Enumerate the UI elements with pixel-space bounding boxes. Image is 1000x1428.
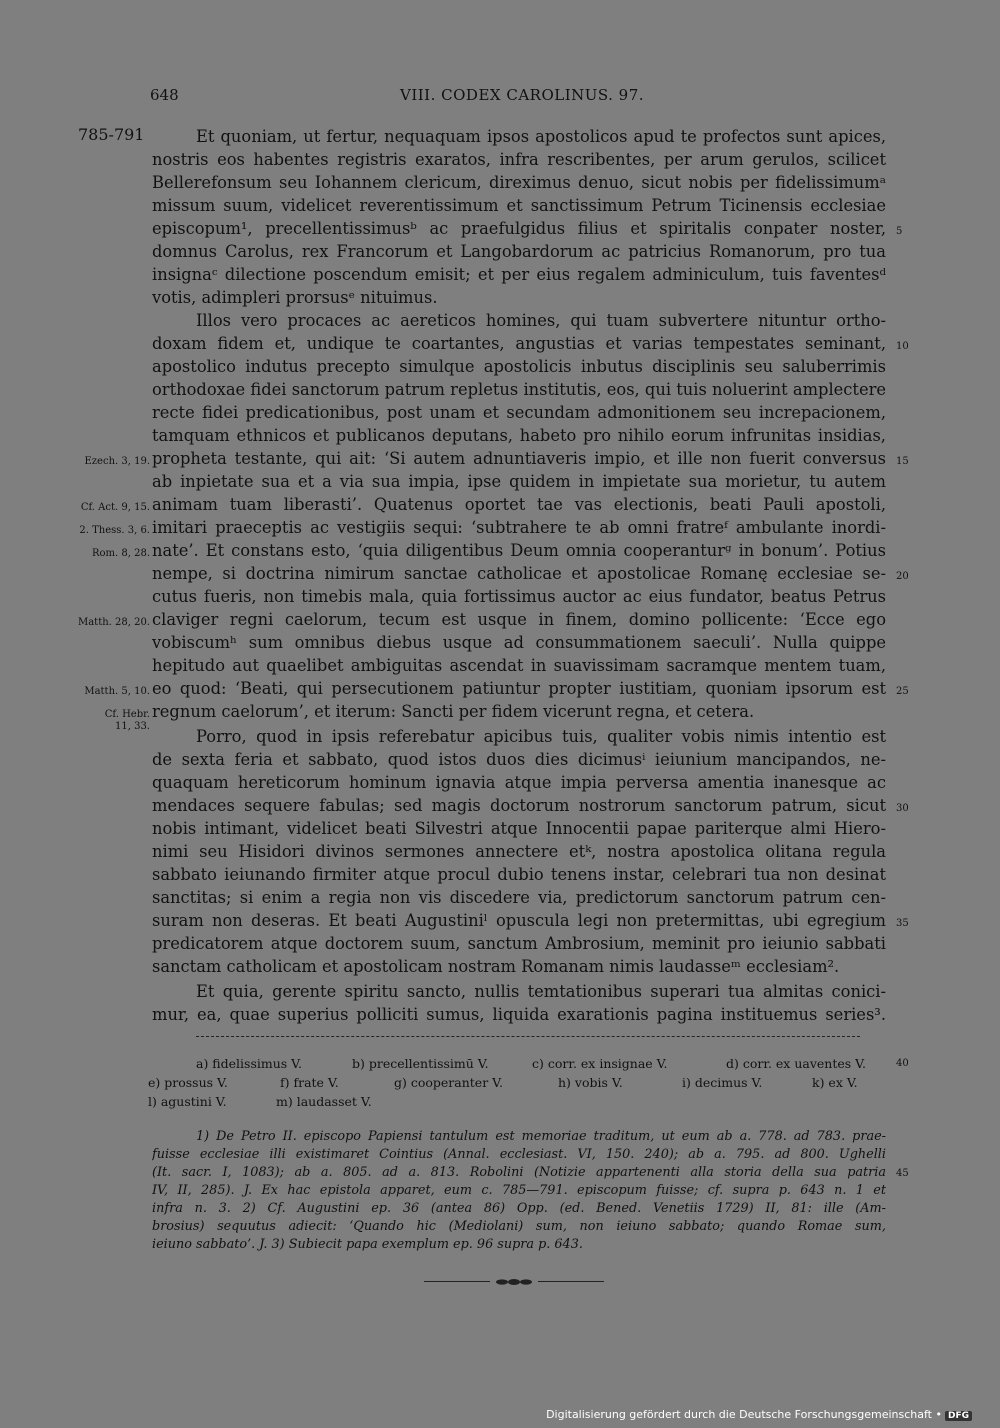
text-line: Porro, quod in ipsis referebatur apicibus tuis, qualiter vobis nimis intentio est xyxy=(196,727,886,746)
bible-reference: Cf. Hebr. 11, 33. xyxy=(104,709,150,732)
line-number: 30 xyxy=(896,803,909,814)
footnote-line: IV, II, 285). J. Ex hac epistola apparet, eum c. 785—791. episcopum fuisse; cf. supra p. 643 n. 1 et xyxy=(152,1183,886,1198)
bible-reference: Matth. 5, 10. xyxy=(84,686,150,697)
text-line: claviger regni caelorum, tecum est usque in finem, domino pollicente: ‘Ecce ego xyxy=(152,610,886,629)
line-number: 40 xyxy=(896,1058,909,1069)
line-number: 5 xyxy=(896,226,903,237)
text-line: sanctitas; si enim a regia non vis discedere via, predictorum sanctorum patrum cen- xyxy=(152,888,886,907)
text-line: Et quia, gerente spiritu sancto, nullis temtationibus superari tua almitas conici- xyxy=(196,982,886,1001)
footnote-line: ieiuno sabbato’. J. 3) Subiecit papa exemplum ep. 96 supra p. 643. xyxy=(152,1237,583,1252)
text-line: domnus Carolus, rex Francorum et Langobardorum ac patricius Romanorum, pro tua xyxy=(152,242,886,261)
variant-note: i) decimus V. xyxy=(682,1075,763,1090)
footnote-line: infra n. 3. 2) Cf. Augustini ep. 36 (antea 86) Opp. (ed. Bened. Venetiis 1729) II, 81: ille (Am- xyxy=(152,1201,886,1216)
credit-text: Digitalisierung gefördert durch die Deutsche Forschungsgemeinschaft • xyxy=(546,1408,942,1421)
text-line: episcopum¹, precellentissimusᵇ ac praefulgidus filius et spiritalis conpater noster, xyxy=(152,219,886,238)
text-line: nobis intimant, videlicet beati Silvestri atque Innocentii papae pariterque almi Hiero- xyxy=(152,819,886,838)
text-line: animam tuam liberasti’. Quatenus oportet tae vas electionis, beati Pauli apostoli, xyxy=(152,495,886,514)
text-line: vobiscumʰ sum omnibus diebus usque ad consummationem saeculi’. Nulla quippe xyxy=(152,633,886,652)
text-line: de sexta feria et sabbato, quod istos duos dies dicimusⁱ ieiunium mancipandos, ne- xyxy=(152,750,886,769)
text-line: votis, adimpleri prorsusᵉ nituimus. xyxy=(152,288,438,307)
text-line: eo quod: ‘Beati, qui persecutionem patiuntur propter iustitiam, quoniam ipsorum est xyxy=(152,679,886,698)
bible-reference: 2. Thess. 3, 6. xyxy=(79,525,150,536)
text-line: propheta testante, qui ait: ‘Si autem adnuntiaveris impio, et ille non fuerit conversus xyxy=(152,449,886,468)
text-line: sabbato ieiunando firmiter atque procul dubio tenens instar, celebrari tua non desinat xyxy=(152,865,886,884)
text-line: doxam fidem et, undique te coartantes, angustias et varias tempestates seminant, xyxy=(152,334,886,353)
running-title: VIII. CODEX CAROLINUS. 97. xyxy=(400,86,645,104)
text-line: hepitudo aut quaelibet ambiguitas ascendat in suavissimam sacramque mentem tuam, xyxy=(152,656,886,675)
variant-note: g) cooperanter V. xyxy=(394,1075,503,1090)
line-number: 35 xyxy=(896,918,909,929)
variant-note: f) frate V. xyxy=(280,1075,339,1090)
date-range: 785-791 xyxy=(78,125,145,144)
line-number: 25 xyxy=(896,686,909,697)
bible-reference: Ezech. 3, 19. xyxy=(84,456,150,467)
text-line: tamquam ethnicos et publicanos deputans, habeto pro nihilo eorum infrunitas insidias, xyxy=(152,426,886,445)
text-line: apostolico indutus precepto simulque apostolicis inbutus disciplinis seu saluberrimis xyxy=(152,357,886,376)
text-line: missum suum, videlicet reverentissimum et sanctissimum Petrum Ticinensis ecclesiae xyxy=(152,196,886,215)
variant-note: b) precellentissimū V. xyxy=(352,1056,489,1071)
text-line: suram non deseras. Et beati Augustiniˡ opuscula legi non pretermittas, ubi egregium xyxy=(152,911,886,930)
variant-note: c) corr. ex insignae V. xyxy=(532,1056,668,1071)
text-line: Bellerefonsum seu Iohannem clericum, direximus denuo, sicut nobis per fidelissimumᵃ xyxy=(152,173,886,192)
page-number: 648 xyxy=(150,86,179,104)
digitization-credit xyxy=(546,1408,972,1421)
text-line: nostris eos habentes registris exaratos, infra rescribentes, per arum gerulos, scilicet xyxy=(152,150,886,169)
text-line: quaquam hereticorum hominum ignavia atque impia perversa amentia inanesque ac xyxy=(152,773,886,792)
variant-note: a) fidelissimus V. xyxy=(196,1056,302,1071)
variant-note: h) vobis V. xyxy=(558,1075,623,1090)
text-line: imitari praeceptis ac vestigiis sequi: ‘subtrahere te ab omni fratreᶠ ambulante inordi- xyxy=(152,518,886,537)
variant-note: e) prossus V. xyxy=(148,1075,228,1090)
text-line: nimi seu Hisidori divinos sermones annectere etᵏ, nostra apostolica olitana regula xyxy=(152,842,886,861)
text-line: recte fidei predicationibus, post unam et secundam admonitionem seu increpacionem, xyxy=(152,403,886,422)
text-line: orthodoxae fidei sanctorum patrum repletus institutis, eos, qui tuis noluerint amplectere xyxy=(152,380,886,399)
text-line: mendaces sequere fabulas; sed magis doctorum nostrorum sanctorum patrum, sicut xyxy=(152,796,886,815)
variant-note: d) corr. ex uaventes V. xyxy=(726,1056,866,1071)
dfg-logo: DFG xyxy=(945,1411,972,1421)
variant-note: l) agustini V. xyxy=(148,1094,227,1109)
bible-reference: Rom. 8, 28. xyxy=(91,548,150,559)
text-line: nate’. Et constans esto, ‘quia diligentibus Deum omnia cooperanturᵍ in bonum’. Potius xyxy=(152,541,886,560)
running-header xyxy=(150,86,886,110)
line-number: 10 xyxy=(896,341,909,352)
text-line: predicatorem atque doctorem suum, sanctum Ambrosium, meminit pro ieiunio sabbati xyxy=(152,934,886,953)
text-line: regnum caelorum’, et iterum: Sancti per fidem vicerunt regna, et cetera. xyxy=(152,702,755,721)
end-ornament xyxy=(424,1278,604,1286)
text-line: Et quoniam, ut fertur, nequaquam ipsos apostolicos apud te profectos sunt apices, xyxy=(196,127,886,146)
footnote-line: brosius) sequutus adiecit: ‘Quando hic (Mediolani) sum, non ieiuno sabbato; quando Romae sum, xyxy=(152,1219,886,1234)
variant-note: m) laudasset V. xyxy=(276,1094,372,1109)
footnote-line: fuisse ecclesiae illi existimaret Cointius (Annal. ecclesiast. VI, 150. 240); ab a. 795. ad 800. Ughelli xyxy=(152,1147,886,1162)
text-line: insignaᶜ dilectione poscendum emisit; et per eius regalem adminiculum, tuis faventesᵈ xyxy=(152,265,886,284)
footnote-line: (It. sacr. I, 1083); ab a. 805. ad a. 813. Robolini (Notizie appartenenti alla storia della sua patria xyxy=(152,1165,886,1180)
bible-reference: Matth. 28, 20. xyxy=(77,617,150,628)
text-line: mur, ea, quae superius polliciti sumus, liquida exarationis pagina instituemus series³. xyxy=(152,1005,886,1024)
text-line: cutus fueris, non timebis mala, quia fortissimus auctor ac eius fundator, beatus Petrus xyxy=(152,587,886,606)
variant-note: k) ex V. xyxy=(812,1075,858,1090)
line-number: 20 xyxy=(896,571,909,582)
line-number: 15 xyxy=(896,456,909,467)
text-line: sanctam catholicam et apostolicam nostram Romanam nimis laudasseᵐ ecclesiam². xyxy=(152,957,840,976)
text-line: nempe, si doctrina nimirum sanctae catholicae et apostolicae Romanę ecclesiae se- xyxy=(152,564,886,583)
line-number: 45 xyxy=(896,1168,909,1179)
bible-reference: Cf. Act. 9, 15. xyxy=(80,502,150,513)
text-line: Illos vero procaces ac aereticos homines, qui tuam subvertere nituntur ortho- xyxy=(196,311,886,330)
footnote-line: 1) De Petro II. episcopo Papiensi tantulum est memoriae traditum, ut eum ab a. 778. ad 783. prae- xyxy=(196,1129,886,1144)
footnote-separator xyxy=(196,1036,860,1037)
text-line: ab inpietate sua et a via sua impia, ipse quidem in impietate sua morietur, tu autem xyxy=(152,472,886,491)
